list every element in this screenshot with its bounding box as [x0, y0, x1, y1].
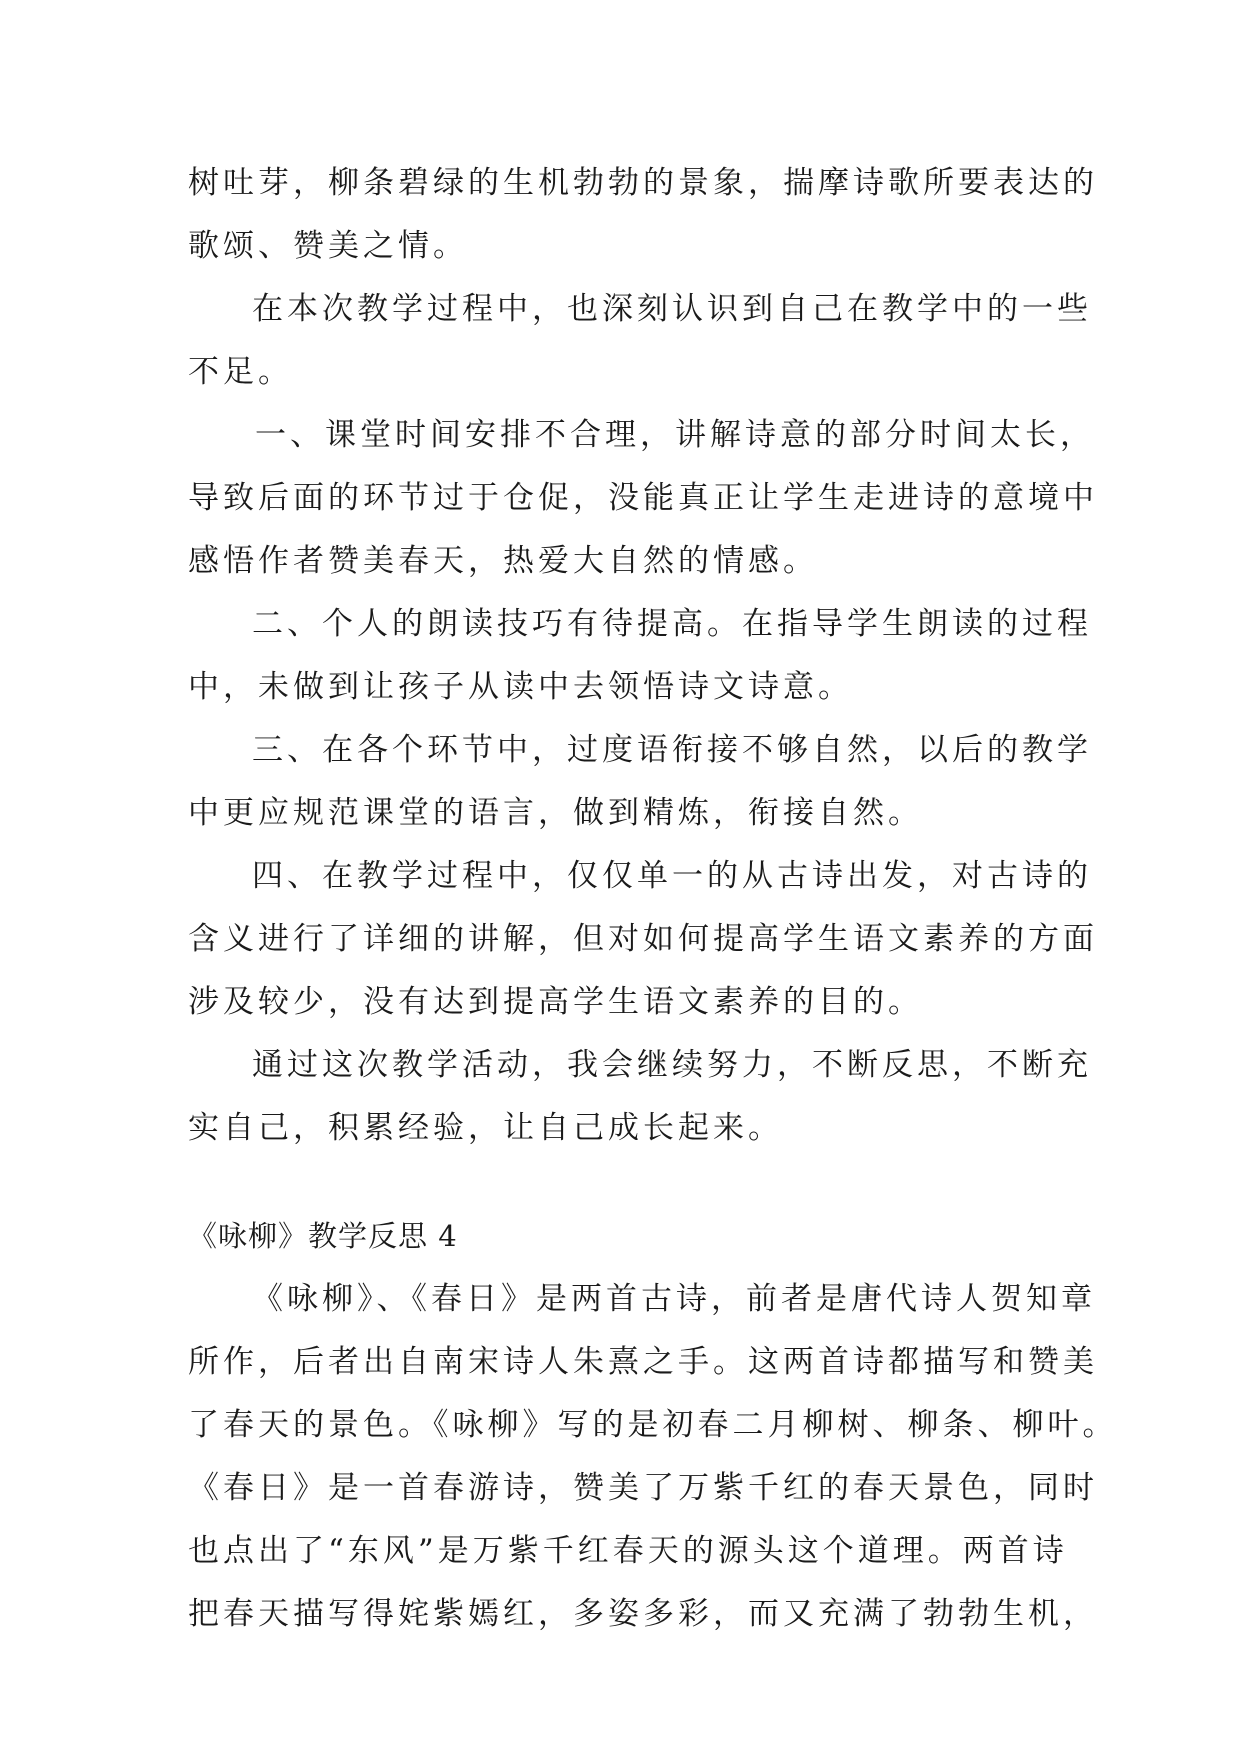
- paragraph-line: 不足。: [188, 354, 293, 390]
- paragraph-line: 中更应规范课堂的语言，做到精炼，衔接自然。: [188, 795, 923, 831]
- paragraph-line: 通过这次教学活动，我会继续努力，不断反思，不断充: [252, 1047, 1092, 1083]
- paragraph-line: 涉及较少，没有达到提高学生语文素养的目的。: [188, 984, 923, 1020]
- paragraph-line: 一、课堂时间安排不合理，讲解诗意的部分时间太长，: [255, 417, 1095, 453]
- paragraph-line: 中，未做到让孩子从读中去领悟诗文诗意。: [188, 669, 853, 705]
- paragraph-line: 实自己，积累经验，让自己成长起来。: [188, 1110, 783, 1146]
- paragraph-line: 歌颂、赞美之情。: [188, 228, 468, 264]
- paragraph-line: 在本次教学过程中，也深刻认识到自己在教学中的一些: [252, 291, 1092, 327]
- paragraph-line: 含义进行了详细的讲解，但对如何提高学生语文素养的方面: [188, 921, 1098, 957]
- paragraph-line: 把春天描写得姹紫嫣红，多姿多彩，而又充满了勃勃生机，: [188, 1596, 1098, 1632]
- paragraph-line: 三、在各个环节中，过度语衔接不够自然，以后的教学: [252, 732, 1092, 768]
- paragraph-line: 四、在教学过程中，仅仅单一的从古诗出发，对古诗的: [252, 858, 1092, 894]
- paragraph-line: 感悟作者赞美春天，热爱大自然的情感。: [188, 543, 818, 579]
- paragraph-line: 导致后面的环节过于仓促，没能真正让学生走进诗的意境中: [188, 480, 1098, 516]
- paragraph-line: 二、个人的朗读技巧有待提高。在指导学生朗读的过程: [252, 606, 1092, 642]
- paragraph-line: 了春天的景色。《咏柳》写的是初春二月柳树、柳条、柳叶。: [188, 1407, 1118, 1443]
- paragraph-line: 树吐芽，柳条碧绿的生机勃勃的景象，揣摩诗歌所要表达的: [188, 165, 1098, 201]
- paragraph-line: 《咏柳》、《春日》是两首古诗，前者是唐代诗人贺知章: [252, 1281, 1096, 1317]
- section-heading: 《咏柳》教学反思 4: [188, 1219, 458, 1253]
- paragraph-line: 《春日》是一首春游诗，赞美了万紫千红的春天景色，同时: [188, 1470, 1098, 1506]
- paragraph-line: 也点出了“东风”是万紫千红春天的源头这个道理。两首诗: [188, 1533, 1068, 1569]
- paragraph-line: 所作，后者出自南宋诗人朱熹之手。这两首诗都描写和赞美: [188, 1344, 1098, 1380]
